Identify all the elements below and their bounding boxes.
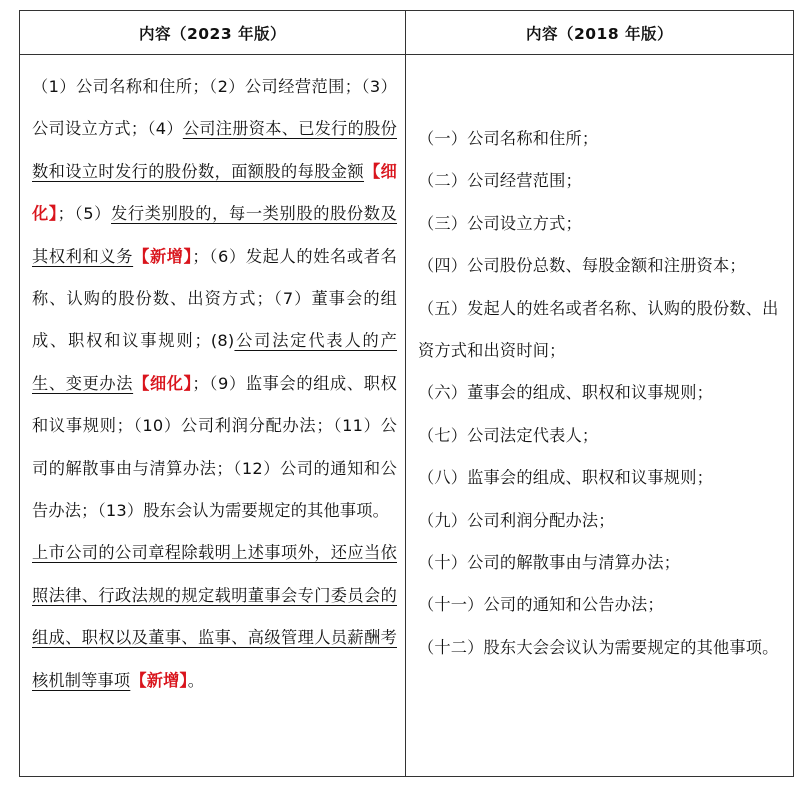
text-segment: ；（9）监事会的组成、职权和议事规则；（10）公司利润分配办法；（11）公司的解散事由与清算办法；（12）公司的通知和公告办法；（13）股东会认为需要规定的其他事项。	[32, 373, 397, 521]
underlined-text: 公司注册资本、已发行的股份数和设立时发行的股份数，面额股的每股金额	[32, 119, 397, 181]
tag-new: 【新增】	[130, 670, 188, 690]
comparison-table	[19, 10, 794, 777]
cell-2023-content	[20, 55, 405, 702]
header-2023: 内容（2023 年版）	[20, 11, 406, 55]
list-item: （五）发起人的姓名或者名称、认购的股份数、出资方式和出资时间；	[418, 298, 779, 361]
list-item: （一）公司名称和住所；	[418, 129, 599, 148]
list-item: （三）公司设立方式；	[418, 213, 582, 233]
comparison-table-wrapper	[19, 10, 793, 777]
list-item: （七）公司法定代表人；	[418, 425, 599, 445]
list-item: （九）公司利润分配办法；	[418, 510, 615, 530]
paragraph-items-2023	[32, 66, 397, 532]
text-segment: ；（5）	[57, 204, 112, 224]
list-item: （六）董事会的组成、职权和议事规则；	[418, 383, 713, 403]
text-segment: ；（6）发起人的姓名或者名称、认购的股份数、出资方式；（7）董事会的组成、职权和议事规则；(8)	[32, 246, 397, 351]
paragraph-listed-company	[32, 532, 397, 702]
tag-refined: 【细化】	[133, 373, 193, 393]
cell-2018	[406, 55, 794, 777]
tag-new: 【新增】	[133, 246, 193, 266]
header-2018: 内容（2018 年版）	[406, 11, 794, 55]
header-row	[20, 11, 794, 55]
content-row	[20, 55, 794, 777]
list-item: （八）监事会的组成、职权和议事规则；	[418, 468, 713, 488]
cell-2023	[20, 55, 406, 777]
cell-2018-content	[406, 55, 793, 669]
tag-refined: 【细化】	[32, 161, 398, 224]
text-segment: 。	[187, 670, 205, 690]
list-item: （十二）股东大会会议认为需要规定的其他事项。	[418, 637, 779, 657]
underlined-text: 上市公司的公司章程除载明上述事项外，还应当依照法律、行政法规的规定载明董事会专门委员会的组成、职权以及董事、监事、高级管理人员薪酬考核机制等事项	[32, 543, 397, 690]
list-item: （十）公司的解散事由与清算办法；	[418, 553, 681, 573]
list-item: （十一）公司的通知和公告办法；	[418, 595, 664, 615]
list-item: （四）公司股份总数、每股金额和注册资本；	[418, 256, 746, 276]
underlined-text: 公司法定代表人的产生、变更办法	[32, 331, 397, 393]
underlined-text: 发行类别股的，每一类别股的股份数及其权利和义务	[32, 204, 398, 266]
list-item: （二）公司经营范围；	[418, 171, 582, 191]
text-segment: （1）公司名称和住所；（2）公司经营范围；（3）公司设立方式；（4）	[32, 77, 397, 139]
